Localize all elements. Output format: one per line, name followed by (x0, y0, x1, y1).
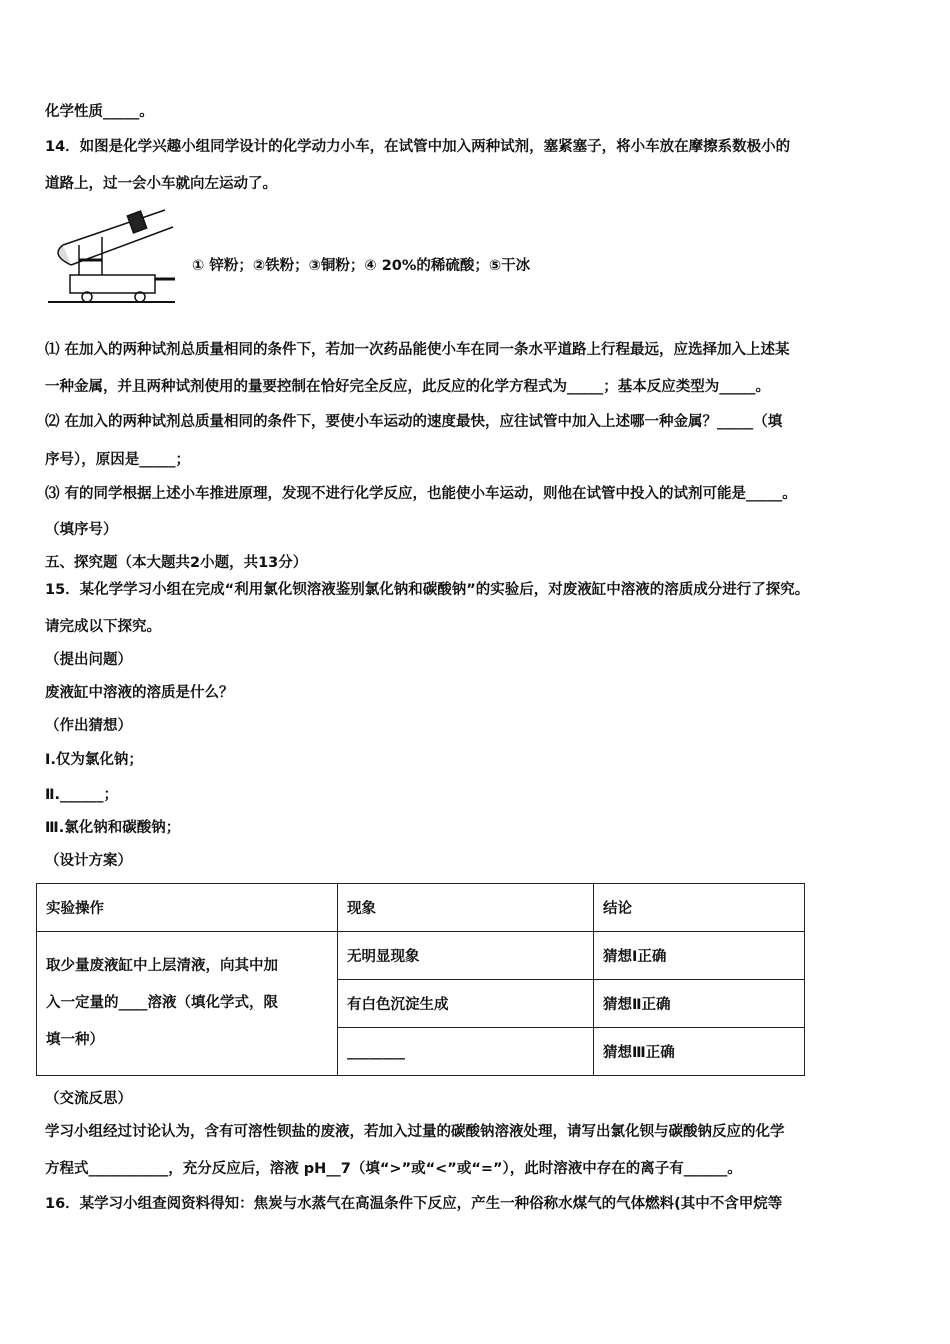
text-line: 序号），原因是_____； (45, 452, 190, 468)
text-line: 废液缸中溶液的溶质是什么？ (45, 685, 234, 701)
subheading: （交流反思） (45, 1091, 132, 1107)
header-cell: 实验操作 (37, 884, 338, 932)
hypothesis: I.仅为氯化钠； (45, 752, 143, 768)
phenomenon-cell: 无明显现象 (338, 932, 594, 980)
text-line: 学习小组经过讨论认为，含有可溶性钡盐的废液，若加入过量的碳酸钠溶液处理，请写出氯化钡与碳酸钠反应的化学 (45, 1124, 785, 1140)
hypothesis: Ⅲ.氯化钠和碳酸钠； (45, 820, 181, 836)
question-14: 14．如图是化学兴趣小组同学设计的化学动力小车，在试管中加入两种试剂，塞紧塞子，将小车放在摩擦系数极小的 (45, 139, 791, 155)
phenomenon-cell: ________ (338, 1028, 594, 1076)
phenomenon-cell: 有白色沉淀生成 (338, 980, 594, 1028)
text-line: ⑵ 在加入的两种试剂总质量相同的条件下，要使小车运动的速度最快，应往试管中加入上述哪一种金属？_____（填 (45, 414, 783, 430)
header-cell: 现象 (338, 884, 594, 932)
text-line: 入一定量的____溶液（填化学式，限 (46, 995, 278, 1011)
subheading: （作出猜想） (45, 718, 132, 734)
text-line: 化学性质_____。 (45, 104, 154, 120)
chemical-car-diagram (45, 205, 185, 305)
header-cell: 结论 (594, 884, 805, 932)
conclusion-cell: 猜想Ⅱ正确 (594, 980, 805, 1028)
subheading: （提出问题） (45, 652, 132, 668)
experiment-table (36, 883, 805, 1076)
text-line: 方程式___________，充分反应后，溶液 pH__7（填“>”或“<”或“=”），此时溶液中存在的离子有______。 (45, 1161, 742, 1177)
question-16: 16．某学习小组查阅资料得知：焦炭与水蒸气在高温条件下反应，产生一种俗称水煤气的气体燃料(其中不含甲烷等 (45, 1196, 783, 1212)
subheading: （设计方案） (45, 853, 132, 869)
reagent-list: ① 锌粉；②铁粉；③铜粉；④ 20%的稀硫酸；⑤干冰 (192, 258, 531, 274)
question-15: 15．某化学学习小组在完成“利用氯化钡溶液鉴别氯化钠和碳酸钠”的实验后，对废液缸中溶液的溶质成分进行了探究。 (45, 582, 810, 598)
text-line: ⑴ 在加入的两种试剂总质量相同的条件下，若加一次药品能使小车在同一条水平道路上行程最远，应选择加入上述某 (45, 342, 790, 358)
operation-cell (37, 932, 338, 1076)
text-line: ⑶ 有的同学根据上述小车推进原理，发现不进行化学反应，也能使小车运动，则他在试管中投入的试剂可能是_____。 (45, 486, 797, 502)
conclusion-cell: 猜想Ⅲ正确 (594, 1028, 805, 1076)
text-line: （填序号） (45, 522, 118, 538)
text-line: 道路上，过一会小车就向左运动了。 (45, 176, 277, 192)
text-line: 一种金属，并且两种试剂使用的量要控制在恰好完全反应，此反应的化学方程式为_____；基本反应类型为_____。 (45, 379, 770, 395)
section-heading: 五、探究题（本大题共2小题，共13分） (45, 555, 308, 571)
hypothesis: Ⅱ.______； (45, 787, 119, 803)
conclusion-cell: 猜想Ⅰ正确 (594, 932, 805, 980)
text-line: 请完成以下探究。 (45, 619, 161, 635)
text-line: 填一种） (46, 1032, 104, 1048)
text-line: 取少量废液缸中上层清液，向其中加 (46, 958, 278, 974)
